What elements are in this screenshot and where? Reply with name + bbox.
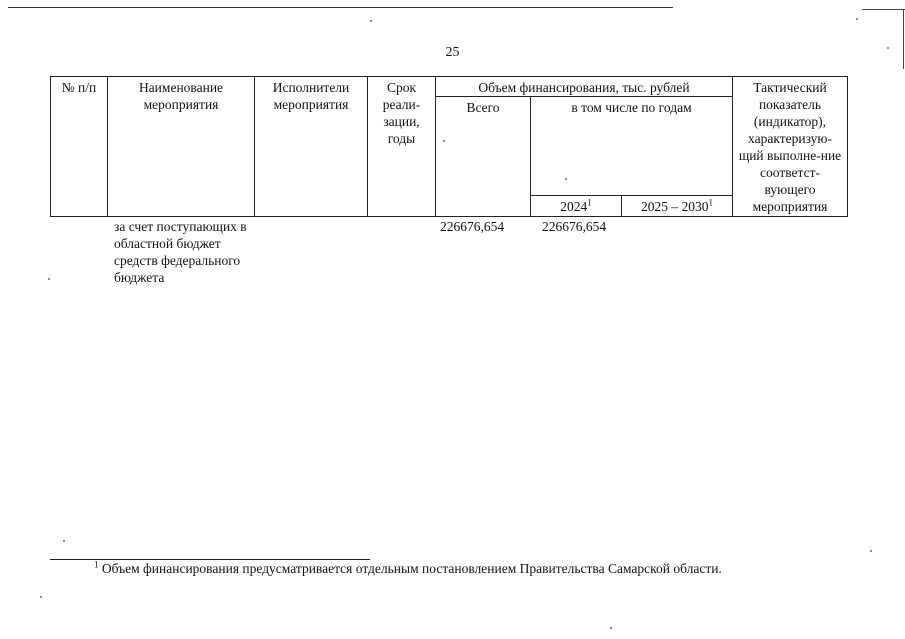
scan-speck <box>40 596 42 598</box>
row-total-value: 226676,654 <box>440 219 505 234</box>
header-name: Наименование мероприятия <box>108 77 255 217</box>
scan-speck <box>870 550 872 552</box>
header-year-2025-2030: 2025 – 2030$^1$ <box>622 196 733 217</box>
footnote-text: Объем финансирования предусматривается отдельным постановлением Правительства Самарской области. <box>98 561 722 576</box>
scan-speck <box>856 18 858 20</box>
header-total: Всего <box>436 97 531 217</box>
footnote-ref: 1 <box>587 197 592 208</box>
row-funding-source: за счет поступающих в областной бюджет средств федерального бюджета <box>114 219 247 285</box>
scan-speck <box>48 278 50 280</box>
footnote-ref: 1 <box>708 197 713 208</box>
financing-table-header <box>50 76 848 217</box>
footnote <box>94 561 722 577</box>
header-by-years: в том числе по годам <box>531 97 733 196</box>
header-period: Срок реали-зации, годы <box>368 77 436 217</box>
scan-speck <box>610 627 612 629</box>
scan-corner-mark <box>862 9 905 10</box>
row-2024-value: 226676,654 <box>542 219 607 234</box>
scan-speck <box>370 20 372 22</box>
header-year-2024: 2024$^1$ <box>531 196 622 217</box>
header-num: № п/п <box>51 77 108 217</box>
header-indicator: Тактический показатель (индикатор), характеризую-щий выполне-ние соответст-вующего мероприятия <box>733 77 848 217</box>
footnote-mark: 1 <box>94 559 99 570</box>
scan-speck <box>63 540 65 542</box>
scan-top-border <box>8 7 673 8</box>
header-executors: Исполнители мероприятия <box>255 77 368 217</box>
header-financing: Объем финансирования, тыс. рублей <box>436 77 733 97</box>
page-number: 25 <box>445 45 460 60</box>
